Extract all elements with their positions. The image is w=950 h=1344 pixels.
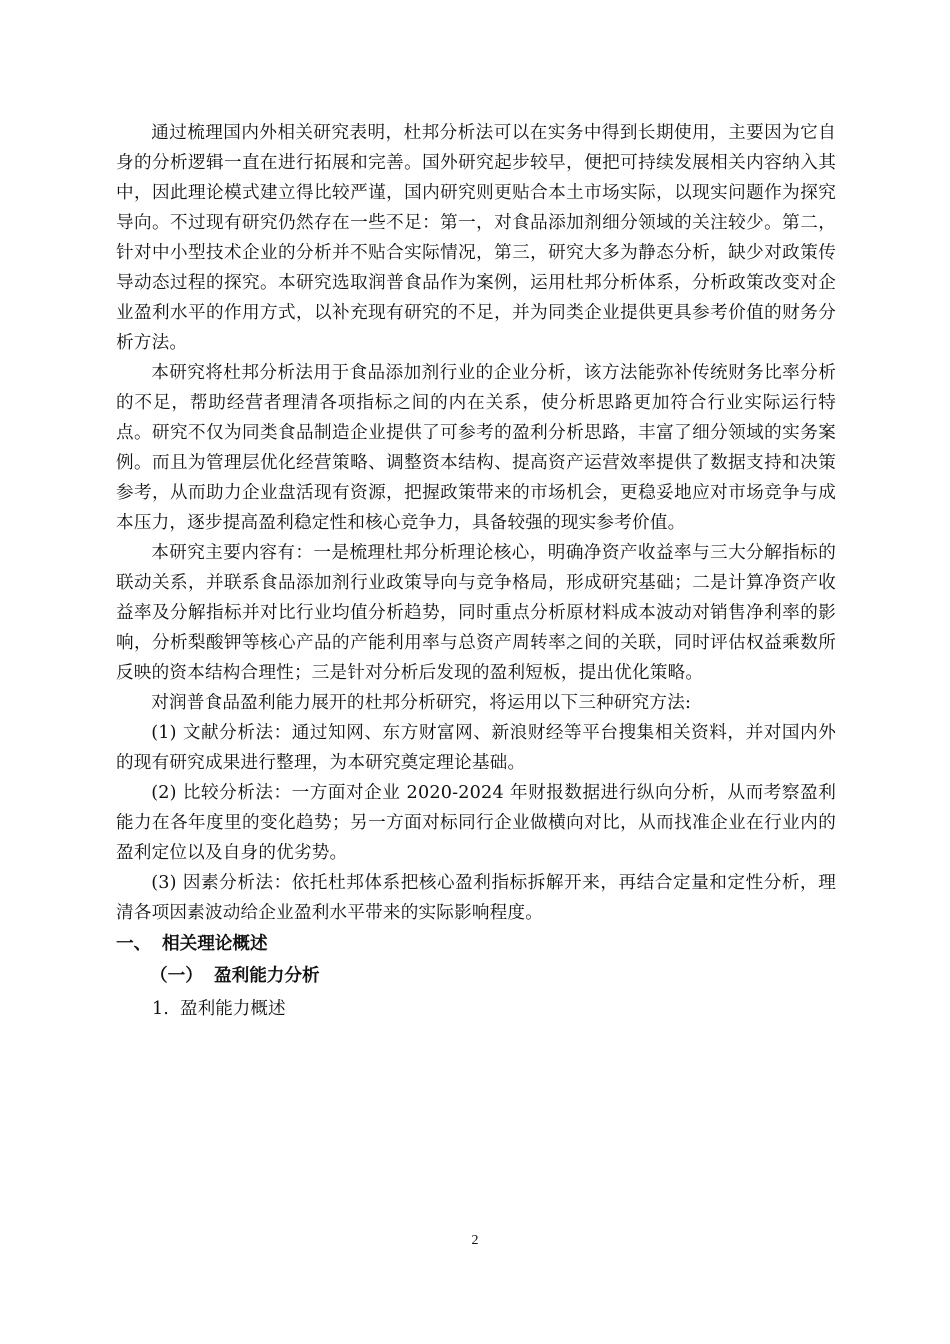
paragraph-research-significance: 本研究将杜邦分析法用于食品添加剂行业的企业分析，该方法能弥补传统财务比率分析的不足，帮助经营者理清各项指标之间的内在关系，使分析思路更加符合行业实际运行特点。研究不仅为同类食品制造企业提供了可参考的盈利分析思路，丰富了细分领域的实务案例。而且为管理层优化经营策略、调整资本结构、提高资产运营效率提供了数据支持和决策参考，从而助力企业盘活现有资源，把握政策带来的市场机会，更稳妥地应对市场竞争与成本压力，逐步提高盈利稳定性和核心竞争力，具备较强的现实参考价值。 <box>116 363 836 533</box>
subsubsection-title: 盈利能力概述 <box>180 999 286 1019</box>
subsection-heading <box>116 960 836 992</box>
section-number: 一、 <box>116 934 152 954</box>
paragraph-method-comparison: (2) 比较分析法：一方面对企业 2020-2024 年财报数据进行纵向分析，从而考察盈利能力在各年度里的变化趋势；另一方面对标同行企业做横向对比，从而找准企业在行业内的盈利定位以及自身的优劣势。 <box>116 783 836 863</box>
paragraph-research-content: 本研究主要内容有：一是梳理杜邦分析理论核心，明确净资产收益率与三大分解指标的联动关系，并联系食品添加剂行业政策导向与竞争格局，形成研究基础；二是计算净资产收益率及分解指标并对比行业均值分析趋势，同时重点分析原材料成本波动对销售净利率的影响，分析梨酸钾等核心产品的产能利用率与总资产周转率之间的关联，同时评估权益乘数所反映的资本结构合理性；三是针对分析后发现的盈利短板，提出优化策略。 <box>116 543 836 683</box>
subsection-number: （一） <box>150 966 203 986</box>
paragraph-methods-intro: 对润普食品盈利能力展开的杜邦分析研究，将运用以下三种研究方法: <box>151 693 692 713</box>
body-text <box>116 118 836 1026</box>
subsection-title: 盈利能力分析 <box>214 966 320 986</box>
paragraph-method-factor: (3) 因素分析法：依托杜邦体系把核心盈利指标拆解开来，再结合定量和定性分析，理清各项因素波动给企业盈利水平带来的实际影响程度。 <box>116 873 836 923</box>
subsubsection-number: 1. <box>152 999 169 1019</box>
section-heading <box>116 928 836 960</box>
paragraph-method-literature: (1) 文献分析法：通过知网、东方财富网、新浪财经等平台搜集相关资料，并对国内外的现有研究成果进行整理，为本研究奠定理论基础。 <box>116 723 836 773</box>
subsubsection-heading <box>116 992 836 1026</box>
paragraph-research-review: 通过梳理国内外相关研究表明，杜邦分析法可以在实务中得到长期使用，主要因为它自身的分析逻辑一直在进行拓展和完善。国外研究起步较早，便把可持续发展相关内容纳入其中，因此理论模式建立得比较严谨，国内研究则更贴合本土市场实际，以现实问题作为探究导向。不过现有研究仍然存在一些不足：第一，对食品添加剂细分领域的关注较少。第二，针对中小型技术企业的分析并不贴合实际情况，第三，研究大多为静态分析，缺少对政策传导动态过程的探究。本研究选取润普食品作为案例，运用杜邦分析体系，分析政策改变对企业盈利水平的作用方式，以补充现有研究的不足，并为同类企业提供更具参考价值的财务分析方法。 <box>116 123 836 353</box>
page-number: 2 <box>471 1233 479 1248</box>
section-title: 相关理论概述 <box>162 934 268 954</box>
